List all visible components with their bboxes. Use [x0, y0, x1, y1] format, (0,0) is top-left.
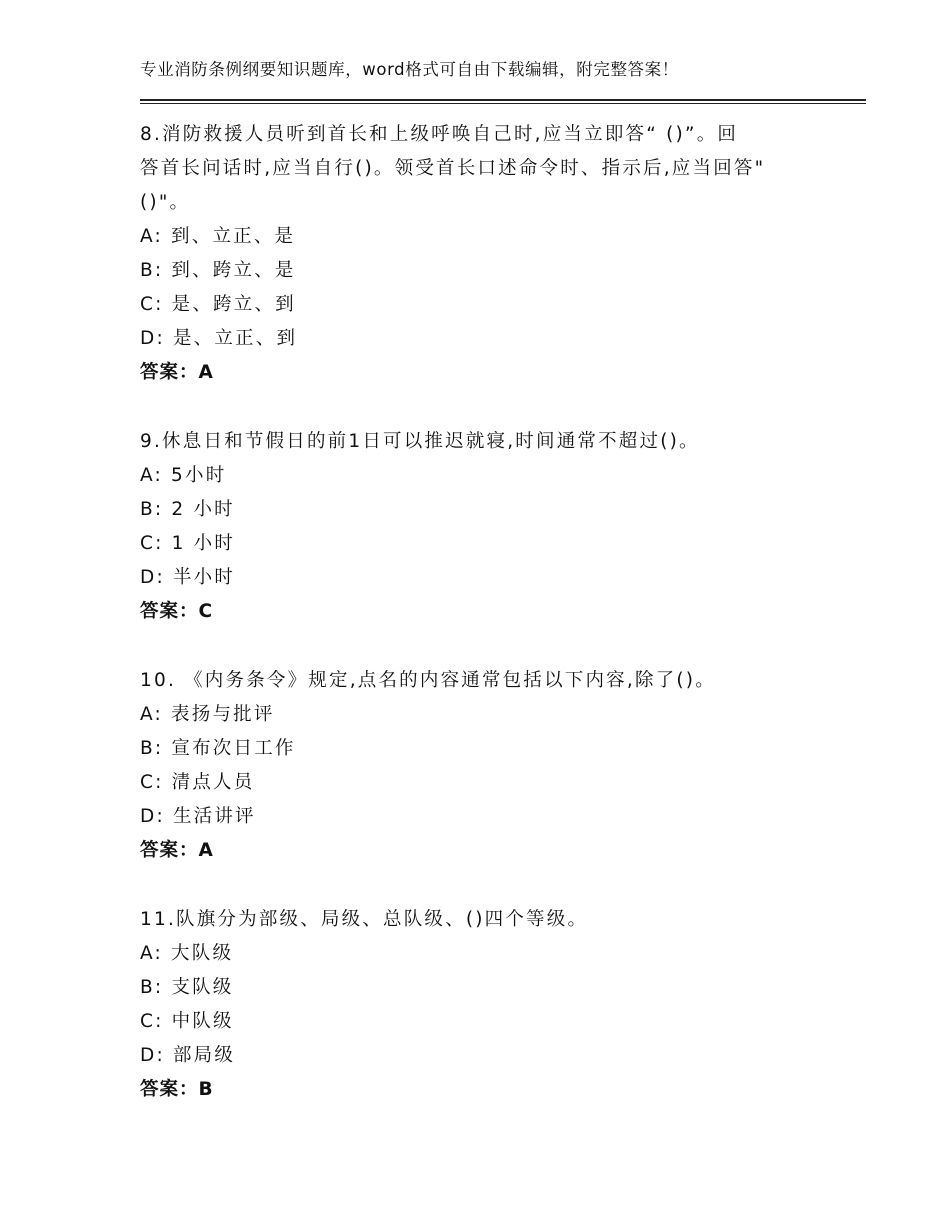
option-d: D: 生活讲评	[140, 806, 256, 827]
question-stem-line: 10. 《内务条令》规定,点名的内容通常包括以下内容,除了()。	[140, 670, 716, 691]
header-rule-thick	[140, 99, 866, 101]
answer: 答案：C	[140, 601, 214, 622]
question-8	[140, 118, 840, 390]
option-a: A: 5小时	[140, 465, 227, 486]
answer: 答案：A	[140, 840, 214, 861]
question-stem-line: 11.队旗分为部级、局级、总队级、()四个等级。	[140, 909, 589, 930]
answer: 答案：B	[140, 1079, 214, 1100]
option-a: A: 大队级	[140, 943, 234, 964]
question-stem-line: 9.休息日和节假日的前1日可以推迟就寝,时间通常不超过()。	[140, 431, 700, 452]
option-b: B: 支队级	[140, 977, 234, 998]
option-d: D: 半小时	[140, 567, 236, 588]
option-d: D: 是、立正、到	[140, 328, 298, 349]
option-c: C: 1 小时	[140, 533, 236, 554]
option-b: B: 2 小时	[140, 499, 235, 520]
option-a: A: 表扬与批评	[140, 704, 275, 725]
header-rule-thin	[140, 103, 866, 104]
option-b: B: 到、跨立、是	[140, 260, 296, 281]
option-d: D: 部局级	[140, 1045, 236, 1066]
answer: 答案：A	[140, 362, 214, 383]
question-stem-line: 8.消防救援人员听到首长和上级呼唤自己时,应当立即答“ ()”。回	[140, 124, 739, 145]
question-stem-line: 答首长问话时,应当自行()。领受首长口述命令时、指示后,应当回答"	[140, 158, 766, 179]
question-11	[140, 903, 840, 1107]
option-a: A: 到、立正、是	[140, 226, 296, 247]
option-c: C: 中队级	[140, 1011, 234, 1032]
question-10	[140, 664, 840, 868]
question-stem-line: ()"。	[140, 192, 191, 213]
question-9	[140, 425, 840, 629]
option-c: C: 清点人员	[140, 772, 255, 793]
option-b: B: 宣布次日工作	[140, 738, 296, 759]
option-c: C: 是、跨立、到	[140, 294, 296, 315]
document-header: 专业消防条例纲要知识题库，word格式可自由下载编辑，附完整答案！	[140, 60, 679, 79]
question-list	[140, 118, 840, 1107]
